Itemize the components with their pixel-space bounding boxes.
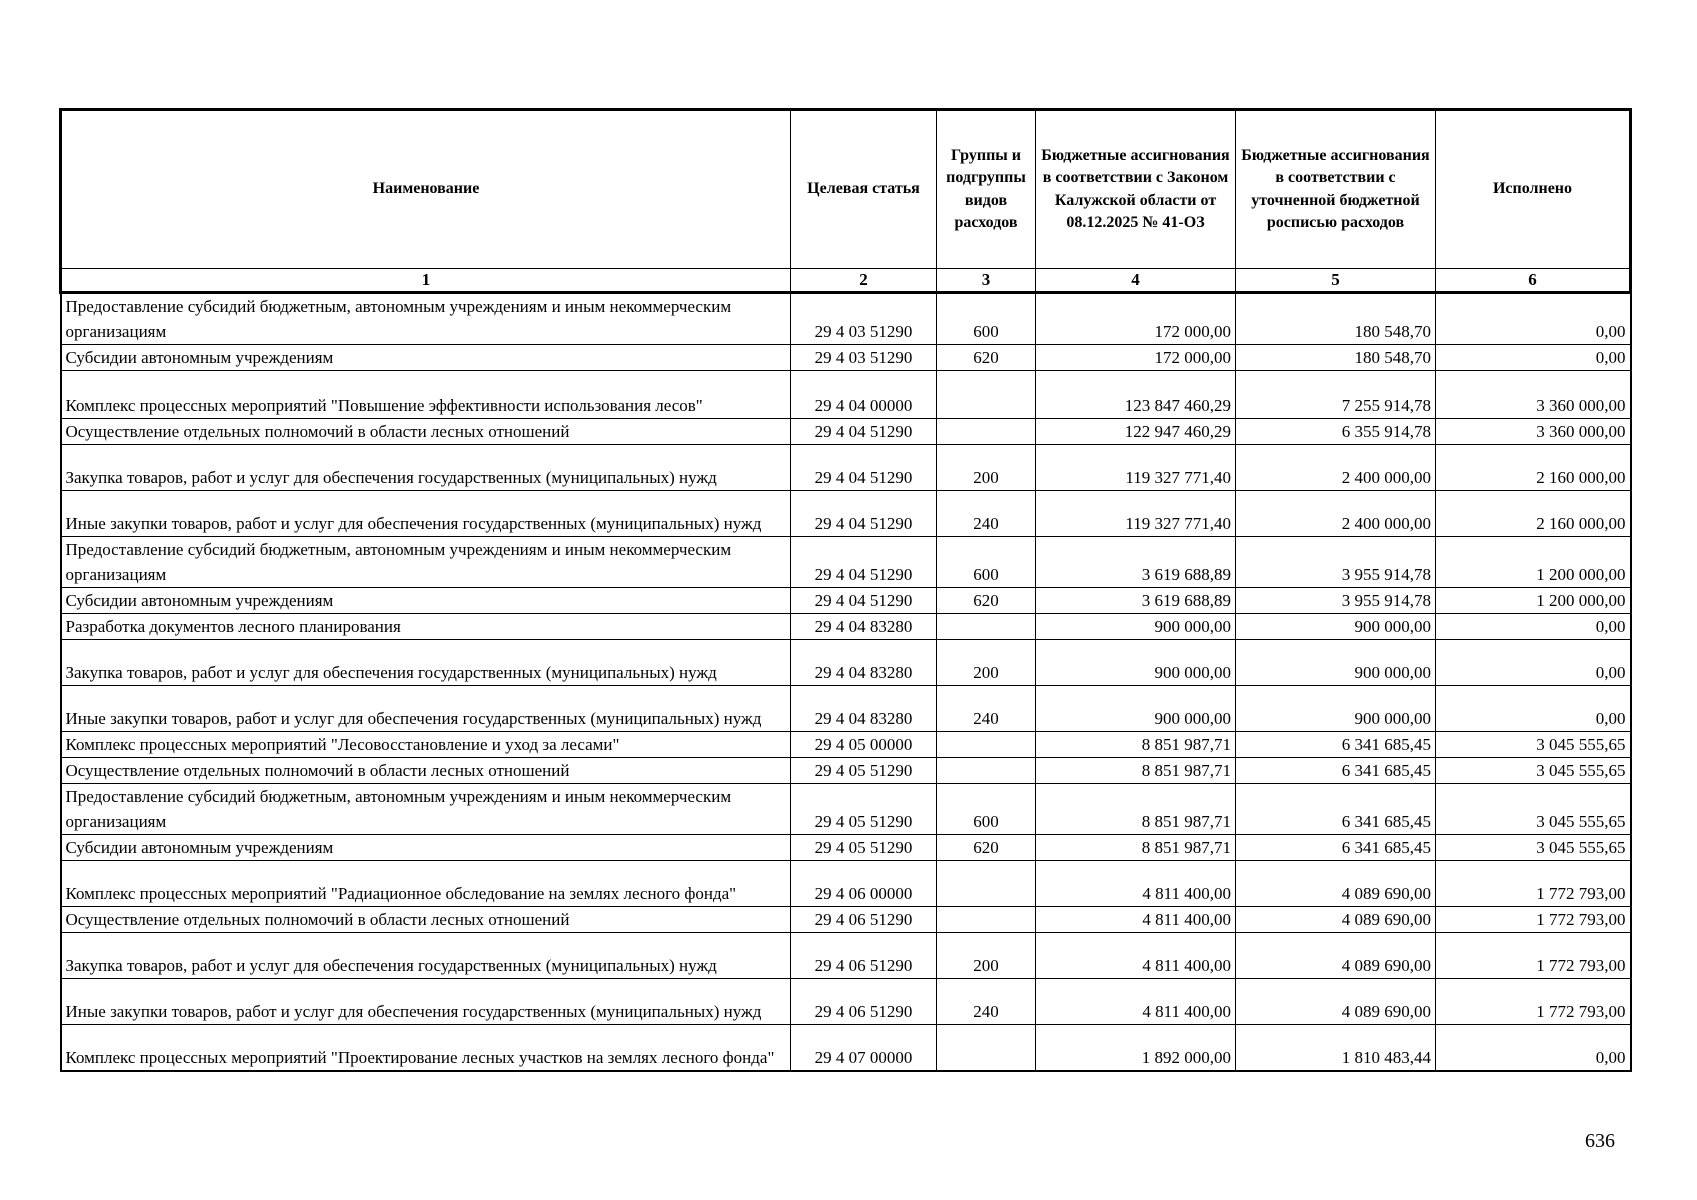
cell-law-amount: 3 619 688,89 <box>1036 537 1236 588</box>
header-row <box>61 110 1631 269</box>
cell-expense-group <box>937 907 1036 933</box>
table-row <box>61 907 1631 933</box>
table-row <box>61 614 1631 640</box>
cell-expense-group: 240 <box>937 979 1036 1025</box>
cell-law-amount: 8 851 987,71 <box>1036 835 1236 861</box>
table-row <box>61 345 1631 371</box>
cell-law-amount: 900 000,00 <box>1036 686 1236 732</box>
cell-expense-group <box>937 371 1036 419</box>
cell-name: Разработка документов лесного планирования <box>61 614 791 640</box>
cell-name: Предоставление субсидий бюджетным, автономным учреждениям и иным некоммерческим организациям <box>61 537 791 588</box>
cell-name: Комплекс процессных мероприятий "Повышение эффективности использования лесов" <box>61 371 791 419</box>
cell-executed-amount: 3 360 000,00 <box>1436 419 1631 445</box>
cell-expense-group <box>937 758 1036 784</box>
cell-law-amount: 119 327 771,40 <box>1036 445 1236 491</box>
cell-refined-amount: 3 955 914,78 <box>1236 588 1436 614</box>
cell-executed-amount: 1 200 000,00 <box>1436 537 1631 588</box>
table-row <box>61 1025 1631 1071</box>
cell-expense-group: 200 <box>937 640 1036 686</box>
table-row <box>61 371 1631 419</box>
cell-target-code: 29 4 06 00000 <box>791 861 937 907</box>
cell-refined-amount: 180 548,70 <box>1236 293 1436 345</box>
cell-law-amount: 4 811 400,00 <box>1036 979 1236 1025</box>
table-row <box>61 732 1631 758</box>
cell-name: Субсидии автономным учреждениям <box>61 345 791 371</box>
cell-executed-amount: 2 160 000,00 <box>1436 491 1631 537</box>
cell-refined-amount: 4 089 690,00 <box>1236 861 1436 907</box>
cell-target-code: 29 4 06 51290 <box>791 907 937 933</box>
cell-executed-amount: 1 772 793,00 <box>1436 933 1631 979</box>
table-row <box>61 979 1631 1025</box>
cell-name: Субсидии автономным учреждениям <box>61 588 791 614</box>
table-row <box>61 758 1631 784</box>
cell-law-amount: 4 811 400,00 <box>1036 933 1236 979</box>
table-row <box>61 491 1631 537</box>
cell-law-amount: 8 851 987,71 <box>1036 732 1236 758</box>
cell-expense-group <box>937 614 1036 640</box>
cell-name: Иные закупки товаров, работ и услуг для обеспечения государственных (муниципальных) нужд <box>61 979 791 1025</box>
cell-law-amount: 3 619 688,89 <box>1036 588 1236 614</box>
cell-expense-group: 600 <box>937 537 1036 588</box>
cell-refined-amount: 3 955 914,78 <box>1236 537 1436 588</box>
column-number: 1 <box>61 269 791 293</box>
cell-target-code: 29 4 04 51290 <box>791 445 937 491</box>
cell-executed-amount: 1 772 793,00 <box>1436 861 1631 907</box>
cell-name: Комплекс процессных мероприятий "Радиационное обследование на землях лесного фонда" <box>61 861 791 907</box>
cell-expense-group: 620 <box>937 588 1036 614</box>
cell-expense-group: 200 <box>937 933 1036 979</box>
budget-table <box>59 108 1632 1072</box>
cell-executed-amount: 3 045 555,65 <box>1436 784 1631 835</box>
cell-law-amount: 119 327 771,40 <box>1036 491 1236 537</box>
cell-refined-amount: 2 400 000,00 <box>1236 491 1436 537</box>
header-name: Наименование <box>61 110 791 269</box>
cell-refined-amount: 1 810 483,44 <box>1236 1025 1436 1071</box>
cell-target-code: 29 4 04 83280 <box>791 640 937 686</box>
cell-executed-amount: 0,00 <box>1436 640 1631 686</box>
cell-refined-amount: 7 255 914,78 <box>1236 371 1436 419</box>
cell-name: Осуществление отдельных полномочий в области лесных отношений <box>61 419 791 445</box>
table-row <box>61 445 1631 491</box>
table-row <box>61 933 1631 979</box>
cell-target-code: 29 4 03 51290 <box>791 345 937 371</box>
table-row <box>61 861 1631 907</box>
cell-executed-amount: 3 045 555,65 <box>1436 732 1631 758</box>
cell-target-code: 29 4 05 51290 <box>791 835 937 861</box>
cell-target-code: 29 4 04 83280 <box>791 614 937 640</box>
cell-refined-amount: 6 341 685,45 <box>1236 784 1436 835</box>
column-number: 4 <box>1036 269 1236 293</box>
cell-target-code: 29 4 04 51290 <box>791 491 937 537</box>
cell-target-code: 29 4 06 51290 <box>791 979 937 1025</box>
cell-expense-group: 600 <box>937 293 1036 345</box>
cell-executed-amount: 3 360 000,00 <box>1436 371 1631 419</box>
cell-law-amount: 8 851 987,71 <box>1036 758 1236 784</box>
cell-refined-amount: 6 341 685,45 <box>1236 758 1436 784</box>
cell-law-amount: 122 947 460,29 <box>1036 419 1236 445</box>
header-law: Бюджетные ассигнования в соответствии с Законом Калужской области от 08.12.2025 № 41-ОЗ <box>1036 110 1236 269</box>
header-refined: Бюджетные ассигнования в соответствии с уточненной бюджетной росписью расходов <box>1236 110 1436 269</box>
column-number: 6 <box>1436 269 1631 293</box>
cell-refined-amount: 900 000,00 <box>1236 686 1436 732</box>
cell-target-code: 29 4 05 51290 <box>791 784 937 835</box>
table-row <box>61 640 1631 686</box>
cell-refined-amount: 4 089 690,00 <box>1236 907 1436 933</box>
cell-target-code: 29 4 03 51290 <box>791 293 937 345</box>
cell-name: Иные закупки товаров, работ и услуг для обеспечения государственных (муниципальных) нужд <box>61 491 791 537</box>
page-number: 636 <box>1585 1130 1615 1152</box>
cell-expense-group <box>937 1025 1036 1071</box>
cell-law-amount: 8 851 987,71 <box>1036 784 1236 835</box>
cell-law-amount: 4 811 400,00 <box>1036 861 1236 907</box>
header-target: Целевая статья <box>791 110 937 269</box>
cell-executed-amount: 2 160 000,00 <box>1436 445 1631 491</box>
cell-executed-amount: 0,00 <box>1436 293 1631 345</box>
column-number: 5 <box>1236 269 1436 293</box>
cell-executed-amount: 1 772 793,00 <box>1436 907 1631 933</box>
cell-name: Закупка товаров, работ и услуг для обеспечения государственных (муниципальных) нужд <box>61 445 791 491</box>
cell-name: Закупка товаров, работ и услуг для обеспечения государственных (муниципальных) нужд <box>61 640 791 686</box>
cell-expense-group <box>937 419 1036 445</box>
cell-target-code: 29 4 06 51290 <box>791 933 937 979</box>
cell-expense-group: 620 <box>937 835 1036 861</box>
table-row <box>61 293 1631 345</box>
table-row <box>61 537 1631 588</box>
cell-target-code: 29 4 07 00000 <box>791 1025 937 1071</box>
cell-law-amount: 900 000,00 <box>1036 614 1236 640</box>
cell-target-code: 29 4 05 00000 <box>791 732 937 758</box>
cell-refined-amount: 6 341 685,45 <box>1236 732 1436 758</box>
cell-refined-amount: 4 089 690,00 <box>1236 933 1436 979</box>
cell-target-code: 29 4 04 51290 <box>791 419 937 445</box>
cell-name: Иные закупки товаров, работ и услуг для обеспечения государственных (муниципальных) нужд <box>61 686 791 732</box>
cell-refined-amount: 6 355 914,78 <box>1236 419 1436 445</box>
table-row <box>61 784 1631 835</box>
cell-name: Осуществление отдельных полномочий в области лесных отношений <box>61 907 791 933</box>
cell-law-amount: 172 000,00 <box>1036 345 1236 371</box>
cell-target-code: 29 4 05 51290 <box>791 758 937 784</box>
cell-name: Комплекс процессных мероприятий "Лесовосстановление и уход за лесами" <box>61 732 791 758</box>
cell-target-code: 29 4 04 83280 <box>791 686 937 732</box>
column-number: 2 <box>791 269 937 293</box>
cell-expense-group <box>937 732 1036 758</box>
cell-refined-amount: 900 000,00 <box>1236 640 1436 686</box>
cell-target-code: 29 4 04 51290 <box>791 537 937 588</box>
cell-law-amount: 123 847 460,29 <box>1036 371 1236 419</box>
cell-name: Предоставление субсидий бюджетным, автономным учреждениям и иным некоммерческим организациям <box>61 293 791 345</box>
cell-expense-group: 240 <box>937 686 1036 732</box>
cell-refined-amount: 6 341 685,45 <box>1236 835 1436 861</box>
cell-expense-group: 240 <box>937 491 1036 537</box>
table-row <box>61 686 1631 732</box>
cell-executed-amount: 0,00 <box>1436 1025 1631 1071</box>
cell-name: Комплекс процессных мероприятий "Проектирование лесных участков на землях лесного фонда" <box>61 1025 791 1071</box>
header-groups: Группы и подгруппы видов расходов <box>937 110 1036 269</box>
cell-law-amount: 4 811 400,00 <box>1036 907 1236 933</box>
cell-executed-amount: 0,00 <box>1436 686 1631 732</box>
cell-executed-amount: 3 045 555,65 <box>1436 835 1631 861</box>
cell-executed-amount: 1 200 000,00 <box>1436 588 1631 614</box>
table-row <box>61 835 1631 861</box>
cell-expense-group: 600 <box>937 784 1036 835</box>
cell-refined-amount: 900 000,00 <box>1236 614 1436 640</box>
cell-executed-amount: 1 772 793,00 <box>1436 979 1631 1025</box>
cell-expense-group: 620 <box>937 345 1036 371</box>
cell-refined-amount: 180 548,70 <box>1236 345 1436 371</box>
header-executed: Исполнено <box>1436 110 1631 269</box>
cell-name: Предоставление субсидий бюджетным, автономным учреждениям и иным некоммерческим организациям <box>61 784 791 835</box>
cell-executed-amount: 0,00 <box>1436 345 1631 371</box>
table-row <box>61 588 1631 614</box>
table-row <box>61 419 1631 445</box>
cell-target-code: 29 4 04 51290 <box>791 588 937 614</box>
cell-refined-amount: 2 400 000,00 <box>1236 445 1436 491</box>
table-body <box>61 293 1631 1071</box>
cell-refined-amount: 4 089 690,00 <box>1236 979 1436 1025</box>
cell-target-code: 29 4 04 00000 <box>791 371 937 419</box>
cell-expense-group <box>937 861 1036 907</box>
cell-name: Закупка товаров, работ и услуг для обеспечения государственных (муниципальных) нужд <box>61 933 791 979</box>
cell-name: Субсидии автономным учреждениям <box>61 835 791 861</box>
cell-name: Осуществление отдельных полномочий в области лесных отношений <box>61 758 791 784</box>
column-number: 3 <box>937 269 1036 293</box>
cell-expense-group: 200 <box>937 445 1036 491</box>
cell-law-amount: 900 000,00 <box>1036 640 1236 686</box>
cell-executed-amount: 3 045 555,65 <box>1436 758 1631 784</box>
cell-law-amount: 1 892 000,00 <box>1036 1025 1236 1071</box>
cell-executed-amount: 0,00 <box>1436 614 1631 640</box>
cell-law-amount: 172 000,00 <box>1036 293 1236 345</box>
column-number-row <box>61 269 1631 293</box>
